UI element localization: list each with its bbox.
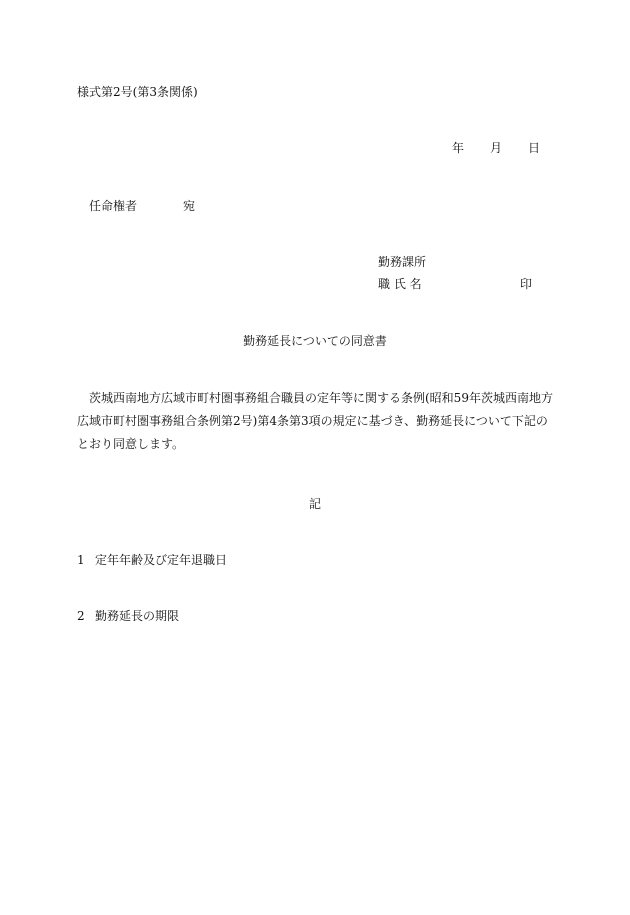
item-number: 2	[77, 609, 85, 623]
item-text: 勤務延長の期限	[95, 609, 180, 623]
date-day-label: 日	[528, 141, 541, 155]
seal-mark: 印	[520, 277, 533, 291]
item-number: 1	[77, 553, 85, 567]
document-title: 勤務延長についての同意書	[243, 334, 387, 348]
consent-body-text: 茨城西南地方広域市町村圏事務組合職員の定年等に関する条例(昭和59年茨城西南地方広域市町村圏事務組合条例第2号)第4条第3項の規定に基づき、勤務延長について下記のとおり同意します。	[77, 391, 553, 451]
list-item	[77, 552, 227, 568]
addressee-suffix: 宛	[183, 199, 196, 213]
addressee	[89, 198, 195, 214]
name-label: 職 氏 名	[378, 277, 422, 291]
addressee-label: 任命権者	[89, 199, 138, 213]
list-item	[77, 608, 179, 624]
ki-heading: 記	[308, 497, 321, 511]
item-text: 定年年齢及び定年退職日	[95, 553, 228, 567]
form-number: 様式第2号(第3条関係)	[77, 85, 198, 99]
date-month-label: 月	[490, 141, 503, 155]
date-line	[452, 140, 540, 156]
date-year-label: 年	[452, 141, 465, 155]
name-line	[378, 276, 533, 292]
office-label: 勤務課所	[378, 255, 427, 269]
